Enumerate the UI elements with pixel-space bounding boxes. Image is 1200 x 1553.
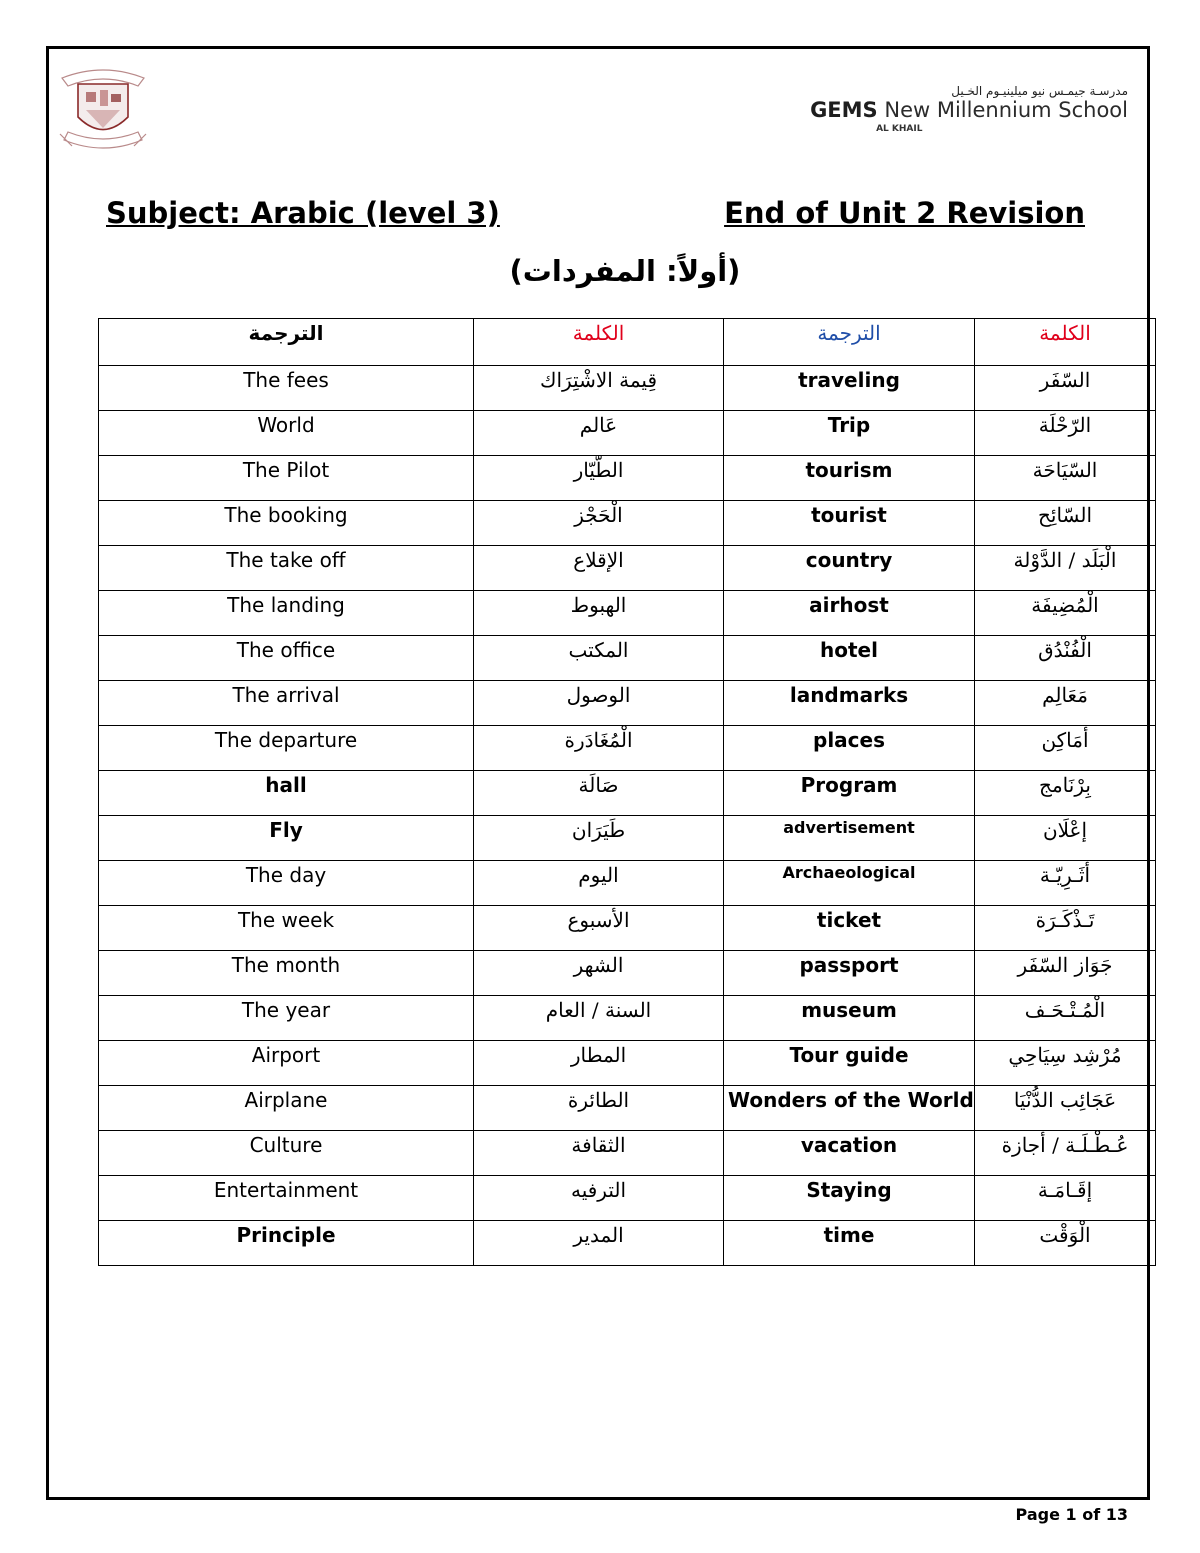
translation-cell: Fly <box>99 816 474 861</box>
translation-cell: The departure <box>99 726 474 771</box>
arabic-word-cell: السنة / العام <box>474 996 724 1041</box>
arabic-word-cell: المدير <box>474 1221 724 1266</box>
translation-cell: The Pilot <box>99 456 474 501</box>
arabic-word-cell-2: السّائِح <box>975 501 1156 546</box>
translation-cell-2: Wonders of the World <box>724 1086 975 1131</box>
arabic-word-cell: الوصول <box>474 681 724 726</box>
arabic-word-cell-2: الْوَقْت <box>975 1221 1156 1266</box>
table-row <box>99 726 1156 771</box>
arabic-word-cell: اليوم <box>474 861 724 906</box>
translation-cell: Entertainment <box>99 1176 474 1221</box>
vocabulary-table <box>98 318 1156 1266</box>
school-name: New Millennium School <box>884 98 1128 122</box>
translation-cell: The year <box>99 996 474 1041</box>
table-row <box>99 1221 1156 1266</box>
translation-cell-2: advertisement <box>724 816 975 861</box>
arabic-word-cell: الطائرة <box>474 1086 724 1131</box>
table-row <box>99 591 1156 636</box>
arabic-word-cell-2: الرّحْلَة <box>975 411 1156 456</box>
arabic-word-cell-2: بِرْنَامج <box>975 771 1156 816</box>
translation-cell-2: airhost <box>724 591 975 636</box>
arabic-word-cell-2: عُـطْـلَـة / أجازة <box>975 1131 1156 1176</box>
arabic-word-cell-2: مُرْشِد سِيَاحِي <box>975 1041 1156 1086</box>
translation-cell: The month <box>99 951 474 996</box>
translation-cell-2: Trip <box>724 411 975 456</box>
table-header-row <box>99 319 1156 366</box>
table-row <box>99 636 1156 681</box>
translation-cell-2: hotel <box>724 636 975 681</box>
arabic-word-cell-2: السّيَاحَة <box>975 456 1156 501</box>
table-row <box>99 1131 1156 1176</box>
arabic-word-cell: الإقلاع <box>474 546 724 591</box>
translation-cell-2: places <box>724 726 975 771</box>
arabic-word-cell: الْحَجْز <box>474 501 724 546</box>
arabic-word-cell: المكتب <box>474 636 724 681</box>
translation-cell: The landing <box>99 591 474 636</box>
table-row <box>99 861 1156 906</box>
translation-cell-2: Staying <box>724 1176 975 1221</box>
translation-cell-2: tourism <box>724 456 975 501</box>
arabic-word-cell-2: أمَاكِن <box>975 726 1156 771</box>
page-number: Page 1 of 13 <box>1015 1505 1128 1524</box>
arabic-word-cell: المطار <box>474 1041 724 1086</box>
arabic-word-cell: الترفيه <box>474 1176 724 1221</box>
arabic-word-cell: الأسبوع <box>474 906 724 951</box>
school-brand: GEMS <box>810 98 878 122</box>
header-word-2: الكلمة <box>975 319 1156 366</box>
translation-cell-2: landmarks <box>724 681 975 726</box>
table-row <box>99 546 1156 591</box>
arabic-word-cell-2: الْفُنْدُق <box>975 636 1156 681</box>
translation-cell: The booking <box>99 501 474 546</box>
table-row <box>99 456 1156 501</box>
translation-cell: hall <box>99 771 474 816</box>
arabic-word-cell: صَالَة <box>474 771 724 816</box>
header-translation-2: الترجمة <box>724 319 975 366</box>
translation-cell-2: passport <box>724 951 975 996</box>
translation-cell: The fees <box>99 366 474 411</box>
translation-cell-2: traveling <box>724 366 975 411</box>
translation-cell: The arrival <box>99 681 474 726</box>
arabic-word-cell: طَيَرَان <box>474 816 724 861</box>
unit-title: End of Unit 2 Revision <box>724 196 1085 230</box>
table-row <box>99 951 1156 996</box>
arabic-word-cell: الثقافة <box>474 1131 724 1176</box>
arabic-word-cell-2: السّفَر <box>975 366 1156 411</box>
arabic-word-cell-2: مَعَالِم <box>975 681 1156 726</box>
translation-cell-2: time <box>724 1221 975 1266</box>
table-row <box>99 996 1156 1041</box>
table-row <box>99 681 1156 726</box>
table-row <box>99 366 1156 411</box>
translation-cell-2: museum <box>724 996 975 1041</box>
translation-cell-2: vacation <box>724 1131 975 1176</box>
arabic-word-cell: الطّيّار <box>474 456 724 501</box>
translation-cell-2: Archaeological <box>724 861 975 906</box>
subject-title: Subject: Arabic (level 3) <box>106 196 500 230</box>
translation-cell: The week <box>99 906 474 951</box>
table-row <box>99 816 1156 861</box>
arabic-word-cell-2: عَجَائِب الدُّنْيَا <box>975 1086 1156 1131</box>
table-row <box>99 501 1156 546</box>
translation-cell: The office <box>99 636 474 681</box>
translation-cell: Airplane <box>99 1086 474 1131</box>
school-name-arabic: مدرسـة جيمـس نيو ميلينيـوم الخـيل <box>951 84 1128 98</box>
table-row <box>99 1086 1156 1131</box>
header-translation: الترجمة <box>99 319 474 366</box>
arabic-word-cell-2: الْمُـتْـحَـف <box>975 996 1156 1041</box>
table-row <box>99 1176 1156 1221</box>
arabic-word-cell-2: الْبَلَد / الدَّوْلة <box>975 546 1156 591</box>
arabic-word-cell-2: إعْلَان <box>975 816 1156 861</box>
arabic-word-cell-2: أثَـرِيّـة <box>975 861 1156 906</box>
school-logo <box>810 84 1128 134</box>
arabic-word-cell: الهبوط <box>474 591 724 636</box>
translation-cell: The day <box>99 861 474 906</box>
arabic-word-cell-2: جَوَاز السّفَر <box>975 951 1156 996</box>
header-word: الكلمة <box>474 319 724 366</box>
school-name-english <box>810 98 1128 122</box>
arabic-word-cell-2: إقَـامَـة <box>975 1176 1156 1221</box>
translation-cell: Culture <box>99 1131 474 1176</box>
table-row <box>99 411 1156 456</box>
translation-cell-2: Tour guide <box>724 1041 975 1086</box>
translation-cell: The take off <box>99 546 474 591</box>
translation-cell-2: ticket <box>724 906 975 951</box>
arabic-word-cell: قِيمة الاشْتِرَاك <box>474 366 724 411</box>
translation-cell-2: Program <box>724 771 975 816</box>
arabic-word-cell: عَالم <box>474 411 724 456</box>
school-crest-logo <box>58 62 148 158</box>
translation-cell: Airport <box>99 1041 474 1086</box>
arabic-word-cell-2: الْمُضِيفَة <box>975 591 1156 636</box>
translation-cell: World <box>99 411 474 456</box>
translation-cell: Principle <box>99 1221 474 1266</box>
arabic-word-cell: الشهر <box>474 951 724 996</box>
table-row <box>99 1041 1156 1086</box>
section-heading: (أولاً: المفردات) <box>509 254 741 288</box>
translation-cell-2: country <box>724 546 975 591</box>
arabic-word-cell-2: تَـذْكَـرَة <box>975 906 1156 951</box>
arabic-word-cell: الْمُغَادَرة <box>474 726 724 771</box>
table-row <box>99 906 1156 951</box>
school-location: AL KHAIL <box>876 124 923 134</box>
translation-cell-2: tourist <box>724 501 975 546</box>
table-row <box>99 771 1156 816</box>
